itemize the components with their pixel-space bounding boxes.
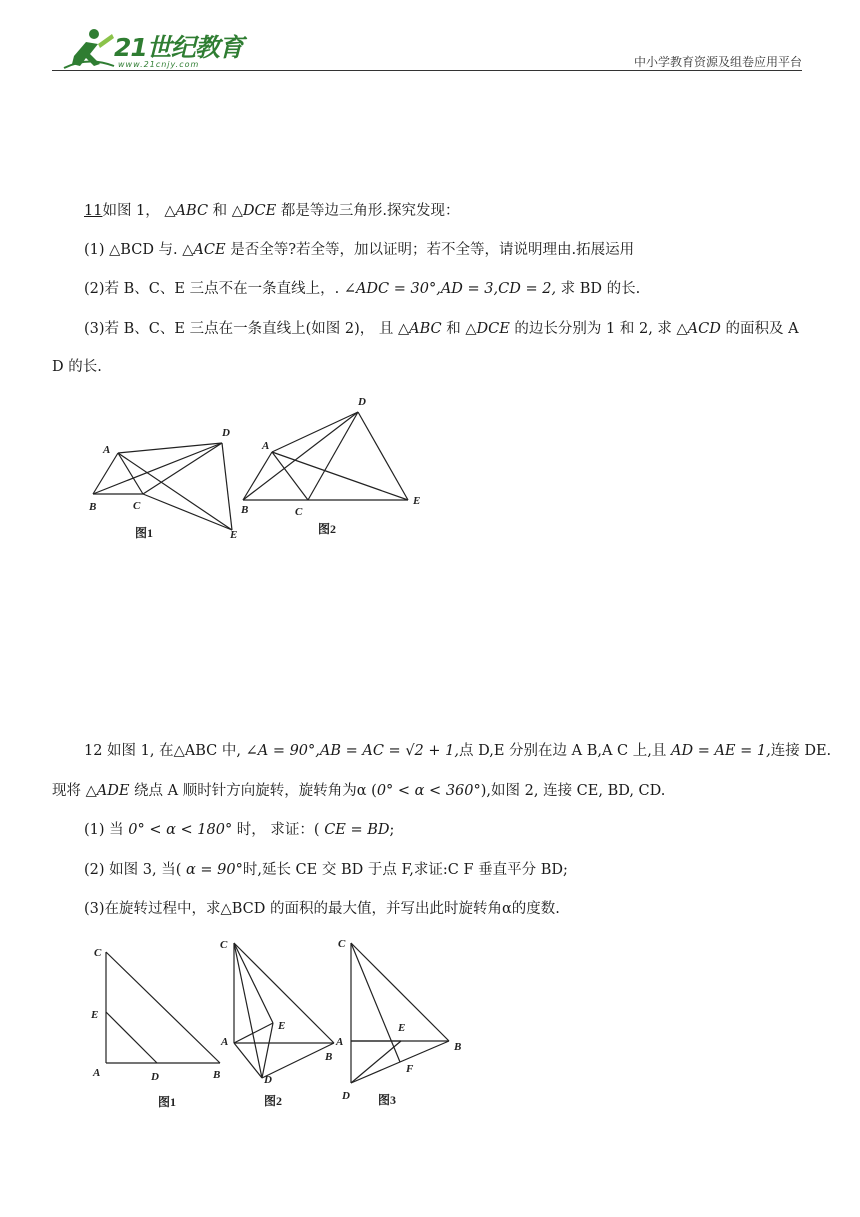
- runner-logo-icon: [60, 26, 116, 70]
- q12-f1-label-d: D: [151, 1071, 159, 1083]
- q12-f2-label-c: C: [220, 939, 228, 951]
- q11-line1-and: 和: [212, 203, 232, 219]
- q12-f3-label-b: B: [454, 1041, 462, 1053]
- q12-line1-a: 12 如图 1, 在△ABC 中,: [84, 743, 246, 759]
- q12-math-angle: ∠A = 90°,AB = AC = √2 + 1,: [245, 743, 459, 759]
- q12-math-ad-ae: AD = AE = 1,: [670, 743, 771, 759]
- q12-f3-caption: 图3: [378, 1093, 397, 1107]
- q12-line3-a: (1) 当: [84, 822, 129, 838]
- platform-text: 中小学教育资源及组卷应用平台: [633, 55, 802, 69]
- q11-math-conditions: ∠ADC = 30°,AD = 3,CD = 2,: [343, 281, 557, 297]
- q11-line2-b: 是否全等?若全等，加以证明；若不全等，请说明理由.拓展运用: [230, 242, 635, 258]
- q11-line4-and: 和: [441, 321, 466, 337]
- q12-line4-a: (2) 如图 3, 当(: [84, 862, 186, 878]
- q12-math-range: 0° < α < 360°: [376, 783, 481, 799]
- q11-f1-label-d: D: [222, 427, 230, 439]
- q11-line4-a: (3)若 B、C、E 三点在一条直线上(如图 2)， 且: [84, 321, 398, 337]
- q11-math-ace: △ACE: [182, 242, 226, 258]
- q11-number: 11: [84, 203, 103, 219]
- q12-line4: [84, 861, 568, 879]
- q12-f3-label-f: F: [406, 1063, 414, 1075]
- q11-f1-label-e: E: [230, 529, 238, 541]
- q12-line4-b: 时,延长 CE 交 BD 于点 F,求证:C F 垂直平分 BD;: [242, 862, 568, 878]
- q11-line4-acd: △ACD: [676, 321, 721, 337]
- q11-line3-a: (2)若 B、C、E 三点不在一条直线上，.: [84, 281, 344, 297]
- q12-f2-label-a: A: [221, 1036, 229, 1048]
- q12-f3-label-a: A: [336, 1036, 344, 1048]
- q11-line1: [84, 202, 459, 220]
- q12-figure-2: [216, 933, 346, 1117]
- q11-line4-dce: △DCE: [465, 321, 510, 337]
- q12-line5: (3)在旋转过程中，求△BCD 的面积的最大值，并写出此时旋转角α的度数.: [84, 901, 560, 917]
- q12-line1-b: 点 D,E 分别在边 A B,A C 上,且: [459, 743, 671, 759]
- q12-f2-label-e: E: [278, 1020, 286, 1032]
- q11-math-abc: △ABC: [164, 203, 209, 219]
- q11-figure-2: [238, 392, 438, 546]
- q11-line3-b: 求 BD 的长.: [556, 281, 641, 297]
- q11-math-dce: △DCE: [231, 203, 277, 219]
- q12-line2-b: 绕点 A 顺时针方向旋转，旋转角为α (: [129, 783, 377, 799]
- q11-line4: [84, 320, 799, 338]
- q11-line4-c: 的面积及 A: [720, 321, 799, 337]
- q12-f1-label-c: C: [94, 947, 102, 959]
- q12-figure-3: [334, 933, 474, 1117]
- q12-f2-label-d: D: [264, 1074, 272, 1086]
- q11-line2: [84, 241, 634, 259]
- q12-line2-c: ),如图 2, 连接 CE, BD, CD.: [480, 783, 666, 799]
- q12-f1-label-e: E: [91, 1009, 99, 1021]
- logo: [60, 26, 243, 72]
- q11-figure-1: [85, 420, 255, 554]
- q12-f3-label-d: D: [342, 1090, 350, 1102]
- q11-f2-label-a: A: [262, 440, 270, 452]
- q12-f1-label-b: B: [213, 1069, 221, 1081]
- q12-f1-label-a: A: [93, 1067, 101, 1079]
- logo-text: 21世纪教育: [114, 33, 243, 62]
- q11-f2-caption: 图2: [318, 522, 337, 536]
- q11-line4-abc: △ABC: [397, 321, 442, 337]
- q12-math-alpha: α = 90°: [185, 862, 243, 878]
- q11-f1-label-a: A: [103, 444, 111, 456]
- q11-f2-label-c: C: [295, 506, 303, 518]
- q12-f3-label-c: C: [338, 938, 346, 950]
- q11-f1-label-b: B: [89, 501, 97, 513]
- q11-line5: D 的长.: [52, 359, 102, 375]
- q12-math-ade: △ADE: [85, 783, 130, 799]
- q11-line1-text: 如图 1，: [102, 203, 160, 219]
- q12-f3-label-e: E: [398, 1022, 406, 1034]
- q12-line1: [84, 742, 831, 760]
- q12-line2: [52, 782, 665, 800]
- q12-math-range2: 0° < α < 180°: [128, 822, 233, 838]
- q12-line3-b: 时， 求证：(: [232, 822, 325, 838]
- q12-f2-caption: 图2: [264, 1094, 283, 1108]
- q11-f2-label-b: B: [241, 504, 249, 516]
- q12-line3: [84, 821, 394, 839]
- header-divider: [52, 70, 802, 71]
- q11-line3: [84, 280, 640, 298]
- q12-f1-caption: 图1: [158, 1095, 177, 1109]
- q11-line1-end: 都是等边三角形.探究发现：: [280, 203, 460, 219]
- q11-f1-caption: 图1: [135, 526, 154, 540]
- q12-math-ce-bd: CE = BD: [324, 822, 390, 838]
- q12-line3-c: ;: [389, 822, 395, 838]
- q11-line2-a: (1) △BCD 与.: [84, 242, 183, 258]
- page-header: [52, 22, 802, 74]
- q11-line4-b: 的边长分别为 1 和 2, 求: [509, 321, 677, 337]
- q11-f2-label-e: E: [413, 495, 421, 507]
- logo-url: www.21cnjy.com: [118, 60, 200, 69]
- q12-f2-label-b: B: [325, 1051, 333, 1063]
- q11-f1-label-c: C: [133, 500, 141, 512]
- q11-f2-label-d: D: [358, 396, 366, 408]
- q12-line1-c: 连接 DE.: [770, 743, 832, 759]
- q12-line2-a: 现将: [52, 783, 86, 799]
